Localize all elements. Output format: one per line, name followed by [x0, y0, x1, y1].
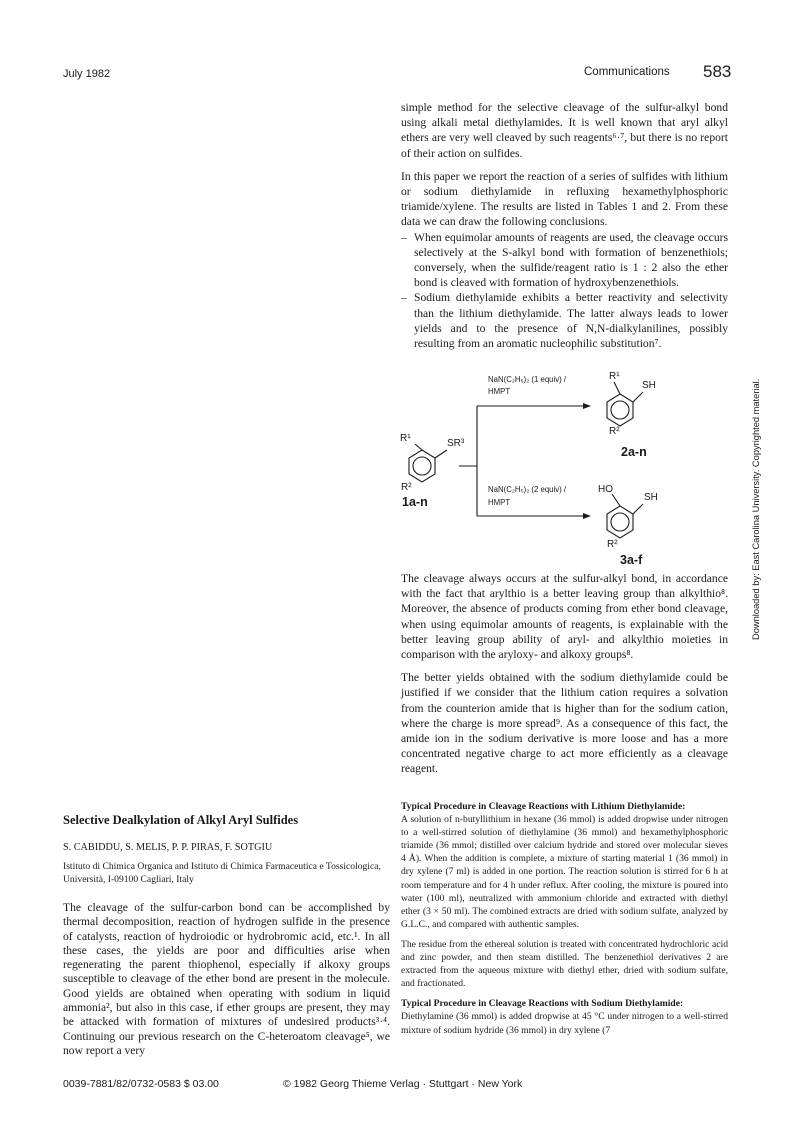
download-watermark-text: Downloaded by: East Carolina University. Copyrighted material. [751, 378, 761, 640]
starting-material-structure [409, 444, 447, 482]
reagent-bottom-line2: HMPT [488, 498, 511, 507]
paragraph-yields: The better yields obtained with the sodium diethylamide could be justified if we consider that the lithium cation requires a solvation from the counterion amide that is higher than for the sodium cation, where the charge is more spread⁹. As a consequence of this fact, the amide ion in the sodium derivative is more loose and has a more concentrated negative charge to act more efficiently as a cleavage reagent. [401, 671, 728, 776]
page-number: 583 [703, 62, 732, 81]
footer-copyright: © 1982 Georg Thieme Verlag · Stuttgart · New York [283, 1078, 523, 1090]
product-2an-structure [607, 382, 643, 426]
compound-label-3af: 3a-f [620, 553, 643, 567]
footer-issn: 0039-7881/82/0732-0583 $ 03.00 [63, 1078, 219, 1090]
start-r1-label: R¹ [400, 433, 411, 444]
right-column-top [401, 100, 728, 351]
download-watermark [751, 378, 771, 640]
conclusion-item: – When equimolar amounts of reagents are used, the cleavage occurs selectively at the S-alkyl bond with formation of benzenethiols; conversely, when the sulfide/reagent ratio is 1 : 2 also the ether bond is cleaved with formation of hydroxybenzenethiols. [401, 230, 728, 291]
procedure-lithium-body: A solution of n-butyllithium in hexane (36 mmol) is added dropwise under nitrogen to a well-stirred solution of diethylamine (36 mmol) and hexamethylphosphoric triamide (36 mmol; distilled over calcium hydride and stored over molecular sieves 4 Å). When the addition is complete, a mixture of starting material 1 (36 mmol) in dry xylene (7 ml) is added in one portion. The reaction solution is stirred for 6 h at room temperature and for 4 h under reflux. After cooling, the mixture is poured into water (100 ml), neutralized with ammonium chloride and extracted with diethyl ether (3 × 50 ml). The combined extracts are dried with sodium sulfate, analyzed by G.L.C., and compared with authentic samples. [401, 814, 728, 930]
introduction-paragraph: The cleavage of the sulfur-carbon bond can be accomplished by thermal decomposition, reaction of hydrogen sulfide in the presence of catalysts, reaction of hydroiodic or hydrobromic acid, etc.¹. In all these cases, the yields are poor and difficulties arise when regenerating the parent thiophenol, especially if alkoxy groups susceptible to cleavage of the ether bond are present in the molecule. Good yields are obtained when operating with sodium in liquid ammonia², but also in this case, if ether groups are present, they may be attacked with formation of mixtures of undesired products³·⁴. Continuing our previous research on the C-heteroatom cleavage⁵, we now report a very [63, 901, 390, 1057]
procedure-workup: The residue from the ethereal solution is treated with concentrated hydrochloric acid and zinc powder, and then steam distilled. The benzenethiol derivatives 2 are extracted from the aqueous mixture with diethyl ether, dried with sodium sulfate, and fractionated. [401, 938, 728, 990]
reaction-scheme [395, 368, 740, 568]
start-sr3-label: SR³ [447, 438, 465, 449]
procedure-sodium [401, 997, 728, 1036]
affiliation: Istituto di Chimica Organica and Istituto di Chimica Farmaceutica e Tossicologica, Università, I-09100 Cagliari, Italy [63, 861, 381, 885]
start-r2-label: R² [401, 482, 412, 493]
reagent-top-line2: HMPT [488, 387, 511, 396]
reaction-arrows [459, 406, 583, 516]
compound-label-1an: 1a-n [402, 495, 428, 509]
paragraph-method: simple method for the selective cleavage of the sulfur-alkyl bond using alkali metal diethylamides. It is well known that aryl alkyl ethers are very well cleaved by such reagents⁶·⁷, but there is no report of their action on sulfides. [401, 101, 728, 160]
authors: S. CABIDDU, S. MELIS, P. P. PIRAS, F. SOTGIU [63, 842, 273, 853]
product2-r2-label: R² [607, 539, 618, 550]
reagent-top-line1: NaN(C₂H₅)₂ (1 equiv) / [488, 375, 567, 384]
conclusions-list [401, 230, 728, 352]
procedure-sodium-body: Diethylamine (36 mmol) is added dropwise at 45 °C under nitrogen to a well-stirred mixture of sodium hydride (36 mmol) in dry xylene (7 [401, 1011, 728, 1036]
arrow-head-top [583, 403, 591, 409]
left-column [63, 813, 390, 1058]
product-3af-structure [607, 494, 643, 538]
conclusion-item: – Sodium diethylamide exhibits a better reactivity and selectivity than the lithium diethylamide. The latter always leads to lower yields and to the presence of N,N-dialkylanilines, possibly resulting from an aromatic nucleophilic substitution⁷. [401, 290, 728, 351]
paragraph-results: In this paper we report the reaction of a series of sulfides with lithium or sodium diethylamide in refluxing hexamethylphosphoric triamide/xylene. The results are listed in Tables 1 and 2. From these data we can draw the following conclusions. [401, 169, 728, 229]
product1-r1-label: R¹ [609, 371, 620, 382]
arrow-head-bottom [583, 513, 591, 519]
procedure-lithium-title: Typical Procedure in Cleavage Reactions with Lithium Diethylamide: [401, 801, 686, 812]
experimental-section [401, 800, 728, 1044]
paragraph-cleavage: The cleavage always occurs at the sulfur-alkyl bond, in accordance with the fact that arylthio is a better leaving group than alkylthio⁸. Moreover, the absence of products coming from ether bond cleavage, when using equimolar amounts of reagents, is explainable with the better leaving group ability of aryl- and alkylthio moieties in comparison with the aryloxy- and alkoxy groups⁸. [401, 572, 728, 662]
product1-r2-label: R² [609, 426, 620, 437]
product2-sh-label: SH [644, 492, 658, 503]
running-header-section: Communications [584, 66, 670, 78]
running-header-date: July 1982 [63, 68, 111, 80]
article-title: Selective Dealkylation of Alkyl Aryl Sulfides [63, 813, 299, 827]
product1-sh-label: SH [642, 380, 656, 391]
procedure-lithium [401, 800, 728, 931]
right-column-middle [401, 571, 728, 785]
procedure-sodium-title: Typical Procedure in Cleavage Reactions with Sodium Diethylamide: [401, 998, 684, 1010]
product2-ho-label: HO [598, 484, 613, 495]
compound-label-2an: 2a-n [621, 445, 647, 459]
reagent-bottom-line1: NaN(C₂H₅)₂ (2 equiv) / [488, 485, 567, 494]
